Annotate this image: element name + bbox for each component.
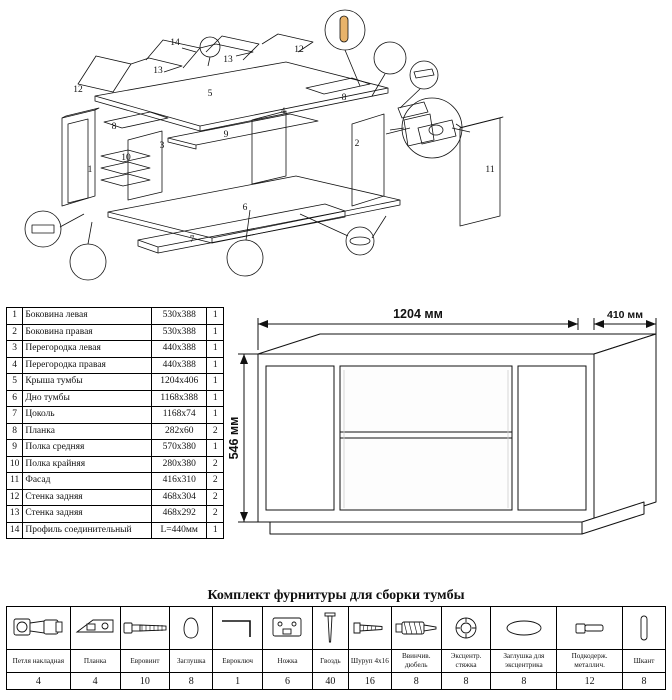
kit-item-count: 8 [491, 673, 557, 690]
table-row [7, 407, 224, 424]
part-size: L=440мм [152, 522, 207, 539]
part-number: 11 [7, 473, 23, 490]
parts-list-body [7, 308, 224, 539]
part-number: 2 [7, 324, 23, 341]
part-size: 440x388 [152, 357, 207, 374]
leg-icon [263, 607, 313, 650]
kit-item-count: 16 [348, 673, 391, 690]
part-number: 1 [7, 308, 23, 325]
part-number: 12 [7, 489, 23, 506]
part-name: Стенка задняя [23, 506, 152, 523]
width-dimension-label: 1204 мм [393, 307, 443, 321]
callout-8a: 8 [111, 122, 117, 132]
table-row [7, 374, 224, 391]
kit-item-count: 8 [170, 673, 213, 690]
part-qty: 2 [207, 473, 224, 490]
part-qty: 1 [207, 374, 224, 391]
kit-item-count: 8 [622, 673, 665, 690]
euroscrew-icon [120, 607, 170, 650]
callout-12b: 12 [294, 45, 304, 55]
part-name: Боковина правая [23, 324, 152, 341]
height-dimension-label: 546 мм [227, 416, 241, 460]
part-qty: 1 [207, 357, 224, 374]
kit-item-label: Евровинт [120, 650, 170, 673]
plate-icon [70, 607, 120, 650]
kit-item-count: 12 [557, 673, 623, 690]
part-size: 530x388 [152, 308, 207, 325]
cam-lock-icon [441, 607, 491, 650]
part-size: 440x388 [152, 341, 207, 358]
screw-in-dowel-icon [391, 607, 441, 650]
part-qty: 1 [207, 308, 224, 325]
hardware-kit-title: Комплект фурнитуры для сборки тумбы [207, 588, 465, 603]
shelf-support-icon [557, 607, 623, 650]
eurokey-icon [213, 607, 263, 650]
callout-3: 3 [159, 141, 165, 151]
part-number: 7 [7, 407, 23, 424]
hardware-kit-table [6, 606, 666, 690]
callout-7: 7 [189, 235, 195, 245]
kit-item-count: 1 [213, 673, 263, 690]
part-number: 3 [7, 341, 23, 358]
callout-9: 9 [223, 130, 229, 140]
part-name: Профиль соединительный [23, 522, 152, 539]
part-name: Стенка задняя [23, 489, 152, 506]
part-qty: 2 [207, 456, 224, 473]
kit-item-label: Шуруп 4х16 [348, 650, 391, 673]
kit-item-label: Планка [70, 650, 120, 673]
part-name: Полка крайняя [23, 456, 152, 473]
table-row [7, 390, 224, 407]
part-size: 282x60 [152, 423, 207, 440]
part-size: 468x292 [152, 506, 207, 523]
table-row [7, 489, 224, 506]
part-name: Фасад [23, 473, 152, 490]
screw-4x16-icon [348, 607, 391, 650]
kit-item-label: Подкодерж. металлич. [557, 650, 623, 673]
cam-cap-icon [491, 607, 557, 650]
part-qty: 2 [207, 423, 224, 440]
part-qty: 1 [207, 341, 224, 358]
parts-list-table [6, 307, 224, 539]
part-size: 468x304 [152, 489, 207, 506]
kit-item-count: 40 [312, 673, 348, 690]
part-size: 1168x74 [152, 407, 207, 424]
part-name: Цоколь [23, 407, 152, 424]
part-qty: 1 [207, 324, 224, 341]
dowel-icon [622, 607, 665, 650]
part-qty: 1 [207, 522, 224, 539]
kit-item-label: Евроключ [213, 650, 263, 673]
kit-item-label: Ввинчив. дюбель [391, 650, 441, 673]
part-size: 570x380 [152, 440, 207, 457]
dimensioned-cabinet-drawing [226, 282, 672, 550]
callout-13b: 13 [223, 55, 233, 65]
part-name: Полка средняя [23, 440, 152, 457]
part-size: 530x388 [152, 324, 207, 341]
part-qty: 1 [207, 407, 224, 424]
kit-item-count: 8 [441, 673, 491, 690]
callout-6: 6 [242, 203, 248, 213]
kit-item-count: 10 [120, 673, 170, 690]
part-qty: 1 [207, 390, 224, 407]
table-row [7, 324, 224, 341]
part-number: 5 [7, 374, 23, 391]
part-name: Перегородка правая [23, 357, 152, 374]
kit-item-label: Ножка [263, 650, 313, 673]
table-row [7, 308, 224, 325]
callout-14: 14 [170, 38, 180, 48]
part-name: Крыша тумбы [23, 374, 152, 391]
callout-8b: 8 [341, 93, 347, 103]
part-qty: 2 [207, 489, 224, 506]
callout-11: 11 [485, 165, 495, 175]
cap-icon [170, 607, 213, 650]
callout-13a: 13 [153, 66, 163, 76]
callout-1: 1 [87, 165, 93, 175]
part-number: 10 [7, 456, 23, 473]
table-row [7, 456, 224, 473]
part-size: 416x310 [152, 473, 207, 490]
part-name: Дно тумбы [23, 390, 152, 407]
kit-item-label: Гвоздь [312, 650, 348, 673]
table-row [7, 473, 224, 490]
part-name: Планка [23, 423, 152, 440]
nail-icon [312, 607, 348, 650]
kit-item-count: 4 [70, 673, 120, 690]
exploded-view-diagram [0, 0, 672, 288]
depth-dimension-label: 410 мм [607, 309, 643, 321]
part-number: 9 [7, 440, 23, 457]
kit-item-label: Заглушка для эксцентрика [491, 650, 557, 673]
callout-4: 4 [280, 107, 286, 117]
kit-item-label: Петля накладная [7, 650, 71, 673]
kit-item-label: Шкант [622, 650, 665, 673]
part-name: Перегородка левая [23, 341, 152, 358]
kit-item-count: 8 [391, 673, 441, 690]
callout-5: 5 [207, 89, 213, 99]
part-size: 280x380 [152, 456, 207, 473]
part-number: 8 [7, 423, 23, 440]
table-row [7, 522, 224, 539]
table-row [7, 341, 224, 358]
part-number: 6 [7, 390, 23, 407]
callout-10: 10 [121, 153, 131, 163]
part-qty: 2 [207, 506, 224, 523]
part-number: 4 [7, 357, 23, 374]
table-row [7, 357, 224, 374]
part-number: 14 [7, 522, 23, 539]
callout-2: 2 [354, 139, 360, 149]
part-size: 1168x388 [152, 390, 207, 407]
kit-item-count: 6 [263, 673, 313, 690]
part-qty: 1 [207, 440, 224, 457]
hinge-overlay-icon [7, 607, 71, 650]
table-row [7, 423, 224, 440]
callout-12a: 12 [73, 85, 83, 95]
table-row [7, 506, 224, 523]
kit-item-label: Заглушка [170, 650, 213, 673]
table-row [7, 440, 224, 457]
kit-item-count: 4 [7, 673, 71, 690]
part-number: 13 [7, 506, 23, 523]
kit-item-label: Эксцентр. стяжка [441, 650, 491, 673]
part-size: 1204x406 [152, 374, 207, 391]
part-name: Боковина левая [23, 308, 152, 325]
